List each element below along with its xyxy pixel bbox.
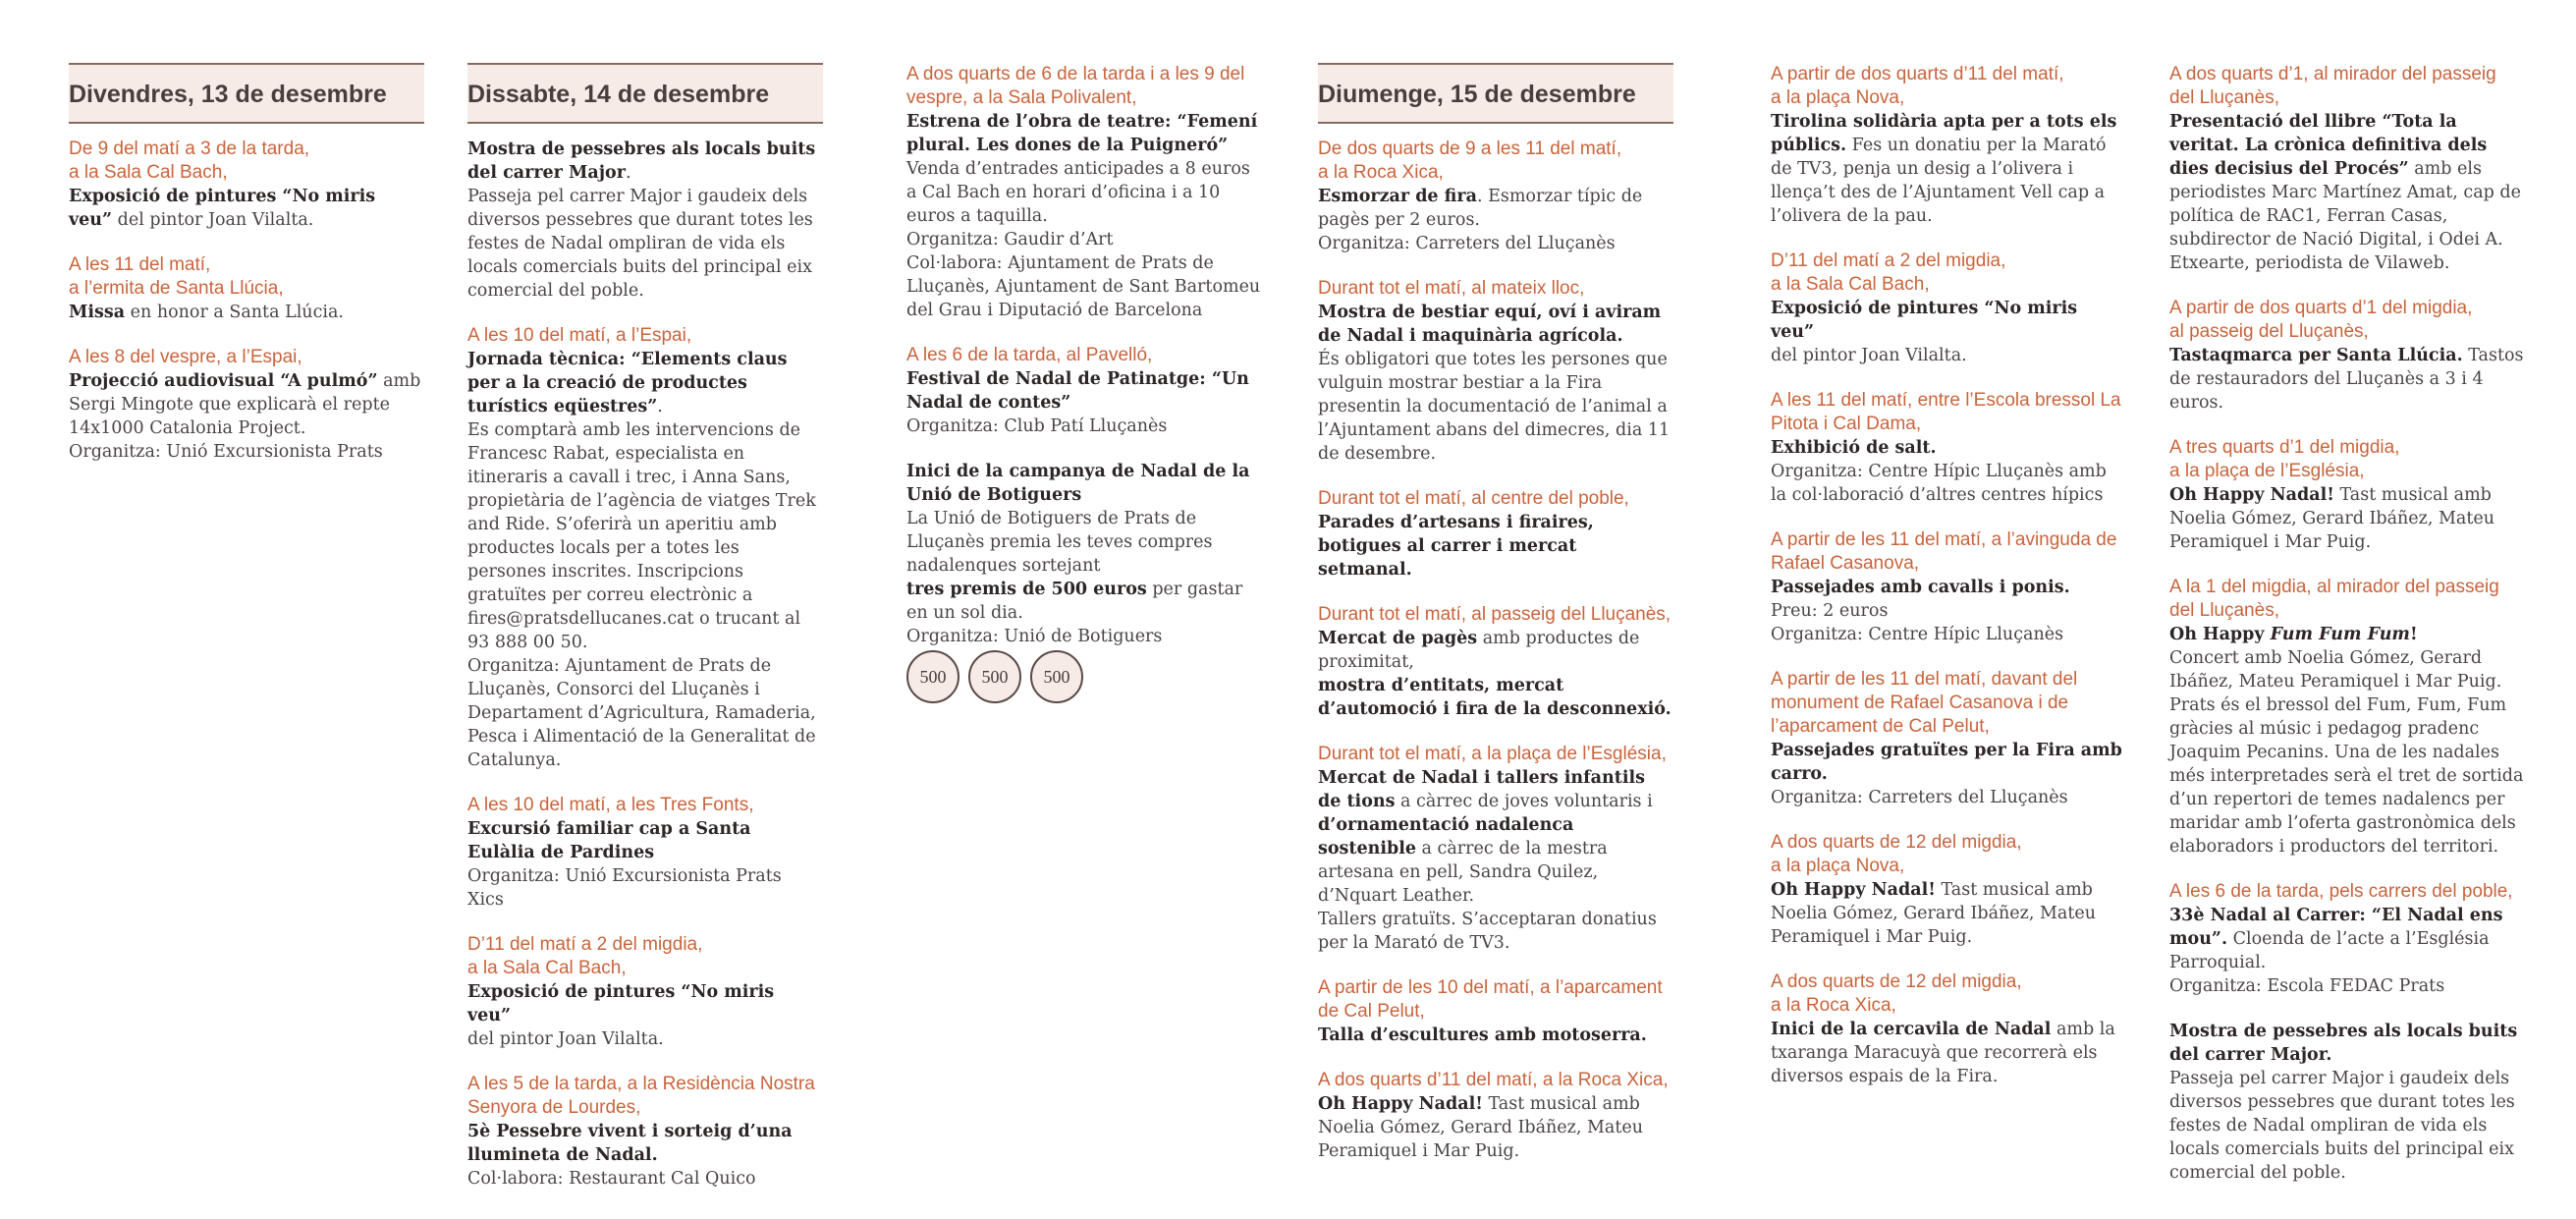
column-saturday-continued xyxy=(906,63,1262,725)
event-description xyxy=(1318,766,1673,813)
event-time-place: De 9 del matí a 3 de la tarda, a la Sala Cal Bach, xyxy=(69,139,310,183)
prize-coin: 500 xyxy=(906,650,959,703)
event-item xyxy=(906,344,1262,438)
event-title: Exposició de pintures “No miris veu” xyxy=(1771,299,2078,342)
event-title: Inici de la campanya de Nadal de la Unió de Botiguers xyxy=(906,462,1250,505)
event-details: És obligatori que totes les persones que vulguin mostrar bestiar a la Fira presentin la documentació de l’animal a l’Ajuntament abans del dimecres, dia 11 de desembre. xyxy=(1318,350,1671,464)
event-list xyxy=(2169,880,2525,1185)
day-heading-friday: Divendres, 13 de desembre xyxy=(69,63,424,124)
event-title: Projecció audiovisual “A pulmó” xyxy=(69,371,378,391)
event-item xyxy=(1771,970,2126,1088)
event-description xyxy=(906,110,1262,322)
event-title: Oh Happy Nadal! xyxy=(2169,485,2334,505)
column-friday xyxy=(69,63,424,485)
event-item xyxy=(1771,831,2126,949)
event-item xyxy=(69,346,424,464)
column-sunday-2 xyxy=(1771,63,2126,1110)
event-time-place: De dos quarts de 9 a les 11 del matí, a la Roca Xica, xyxy=(1318,139,1622,183)
event-item xyxy=(1771,249,2126,367)
event-time-place: D’11 del matí a 2 del migdia, a la Sala Cal Bach, xyxy=(1771,250,2006,295)
event-title: Tastaqmarca per Santa Llúcia. xyxy=(2169,346,2463,365)
prize-coins xyxy=(906,650,1262,703)
event-description xyxy=(1771,878,2126,949)
event-item xyxy=(467,794,823,912)
event-list xyxy=(1771,63,2126,1088)
event-item xyxy=(2169,297,2525,415)
event-item xyxy=(2169,63,2525,275)
event-item xyxy=(1318,487,1673,582)
mercat-continued: mostra d’entitats, mercat d’automoció i fira de la desconnexió. xyxy=(1318,676,1672,719)
event-details: La Unió de Botiguers de Prats de Lluçanès premia les teves compres nadalenques sortejant xyxy=(906,509,1213,576)
event-item xyxy=(2169,880,2525,998)
event-time-place: A les 6 de la tarda, al Pavelló, xyxy=(906,345,1153,365)
event-title: Festival de Nadal de Patinatge: “Un Nadal de contes” xyxy=(906,369,1249,413)
botiguers-prize: tres premis de 500 euros per gastar en un sol dia. Organitza: Unió de Botiguers 500 500 500 xyxy=(906,578,1262,703)
event-details: Col·labora: Restaurant Cal Quico xyxy=(467,1169,756,1189)
event-description xyxy=(2169,1020,2525,1185)
event-item xyxy=(467,1073,823,1191)
event-description xyxy=(1318,185,1673,255)
event-description xyxy=(2169,110,2525,275)
event-list xyxy=(1318,743,1673,813)
column-saturday xyxy=(467,63,823,1212)
event-title: Talla d’escultures amb motoserra. xyxy=(1318,1025,1647,1045)
event-list xyxy=(467,138,823,1191)
event-details: Venda d’entrades anticipades a 8 euros a Cal Bach en horari d’oficina i a 10 euros a taquilla. Organitza: Gaudir d’Art Col·labora: Ajuntament de Prats de Lluçanès, Ajuntament de Sant Bartomeu del Grau i Diputació de Barcelona xyxy=(906,159,1261,320)
event-item xyxy=(1771,668,2126,809)
event-details: del pintor Joan Vilalta. xyxy=(112,210,314,230)
event-title: Presentació del llibre “Tota la veritat. La crònica definitiva dels dies decisius del Procés” xyxy=(2169,112,2488,179)
event-item xyxy=(906,63,1262,322)
event-title: Mostra de bestiar equí, oví i aviram de Nadal i maquinària agrícola. xyxy=(1318,303,1662,346)
event-title: Tirolina solidària apta per a tots els públics. xyxy=(1771,112,2117,155)
event-list xyxy=(1318,976,1673,1163)
event-details: . Esmorzar típic de pagès per 2 euros. Organitza: Carreters del Lluçanès xyxy=(1318,187,1643,253)
event-description xyxy=(1318,511,1673,582)
event-item xyxy=(1318,138,1673,255)
event-description xyxy=(906,460,1262,578)
event-list xyxy=(69,138,424,464)
event-item xyxy=(1771,63,2126,228)
event-item xyxy=(1318,277,1673,466)
event-details: Tastos de restauradors del Lluçanès a 3 i 4 euros. xyxy=(2169,346,2524,413)
event-time-place: Durant tot el matí, al centre del poble, xyxy=(1318,488,1629,509)
event-title: Estrena de l’obra de teatre: “Femení plural. Les dones de la Puigneró” xyxy=(906,112,1258,155)
event-details: . Passeja pel carrer Major i gaudeix dels diversos pessebres que durant totes les festes de Nadal ompliran de vida els locals comercials buits del principal eix comercial del poble. xyxy=(467,163,813,301)
event-time-place: Durant tot el matí, al passeig del Lluçanès, xyxy=(1318,604,1672,625)
event-title: Oh Happy Nadal! xyxy=(1771,880,1936,900)
event-description xyxy=(467,817,823,912)
event-details: del pintor Joan Vilalta. xyxy=(1771,346,1967,365)
event-details: Organitza: Centre Hípic Lluçanès amb la col·laboració d’altres centres hípics xyxy=(1771,462,2107,505)
event-time-place: A tres quarts d’1 del migdia, a la plaça de l’Església, xyxy=(2169,437,2400,481)
event-title: Exposició de pintures “No miris veu” xyxy=(69,187,376,230)
day-heading-saturday: Dissabte, 14 de desembre xyxy=(467,63,823,124)
day-heading-sunday: Diumenge, 15 de desembre xyxy=(1318,63,1673,124)
event-item xyxy=(467,324,823,772)
event-details: amb Sergi Mingote que explicarà el repte 14x1000 Catalonia Project. Organitza: Unió Excursionista Prats xyxy=(69,371,421,462)
event-title: Mercat de pagès xyxy=(1318,629,1478,648)
event-details: Passeja pel carrer Major i gaudeix dels diversos pessebres que durant totes les festes de Nadal ompliran de vida els locals comercials buits del principal eix comercial del poble. xyxy=(2169,1069,2515,1183)
event-time-place: A dos quarts de 6 de la tarda i a les 9 del vespre, a la Sala Polivalent, xyxy=(906,64,1245,108)
event-details: del pintor Joan Vilalta. xyxy=(467,1029,664,1049)
event-details: amb els periodistes Marc Martínez Amat, cap de política de RAC1, Ferran Casas, subdirector de Nació Digital, i Odei A. Etxearte, periodista de Vilaweb. xyxy=(2169,159,2521,273)
event-title: Excursió familiar cap a Santa Eulàlia de Pardines xyxy=(467,819,751,862)
event-time-place: A partir de les 11 del matí, davant del monument de Rafael Casanova i de l’aparcament de Cal Pelut, xyxy=(1771,669,2078,737)
event-title: Passejades gratuïtes per la Fira amb carro. xyxy=(1771,741,2122,784)
event-description xyxy=(1771,110,2126,228)
event-description xyxy=(467,138,823,303)
event-description xyxy=(1318,627,1673,674)
event-description xyxy=(1771,576,2126,646)
event-details: a càrrec de joves voluntaris i xyxy=(1395,792,1653,811)
event-description xyxy=(1771,1018,2126,1088)
event-details: Fes un donatiu per la Marató de TV3, penja un desig a l’olivera i llença’t des de l’Ajuntament Vell cap a l’olivera de la pau. xyxy=(1771,136,2107,226)
event-details: en honor a Santa Llúcia. xyxy=(125,303,344,322)
event-time-place: A les 10 del matí, a les Tres Fonts, xyxy=(467,795,754,815)
event-description xyxy=(1771,436,2126,507)
event-description xyxy=(467,348,823,772)
event-list xyxy=(906,63,1262,578)
event-time-place: A les 11 del matí, a l’ermita de Santa Llúcia, xyxy=(69,254,284,299)
event-item xyxy=(906,460,1262,578)
event-description xyxy=(69,301,424,324)
event-time-place: A les 5 de la tarda, a la Residència Nostra Senyora de Lourdes, xyxy=(467,1074,815,1118)
event-time-place: A dos quarts de 12 del migdia, a la Roca Xica, xyxy=(1771,971,2022,1016)
event-description xyxy=(1318,1024,1673,1047)
event-time-place: A dos quarts d’11 del matí, a la Roca Xica, xyxy=(1318,1070,1669,1090)
event-details: Organitza: Carreters del Lluçanès xyxy=(1771,788,2068,807)
event-details: Tast musical amb Noelia Gómez, Gerard Ibáñez, Mateu Peramiquel i Mar Puig. xyxy=(1771,880,2097,947)
event-list xyxy=(1318,138,1673,674)
event-description xyxy=(1318,1092,1673,1163)
event-time-place: A les 8 del vespre, a l’Espai, xyxy=(69,347,302,367)
event-title: Missa xyxy=(69,303,126,322)
event-title: Mercat de Nadal i tallers infantils de tions xyxy=(1318,768,1645,811)
event-title: Mostra de pessebres als locals buits del carrer Major. xyxy=(2169,1022,2518,1065)
event-item xyxy=(1318,1069,1673,1163)
event-details: Cloenda de l’acte a l’Església Parroquial. Organitza: Escola FEDAC Prats xyxy=(2169,929,2490,996)
event-item xyxy=(1771,389,2126,507)
event-time-place: A dos quarts d’1, al mirador del passeig del Lluçanès, xyxy=(2169,64,2496,108)
event-details: Preu: 2 euros Organitza: Centre Hípic Lluçanès xyxy=(1771,601,2064,644)
event-title: 33è Nadal al Carrer: “El Nadal ens mou”. xyxy=(2169,906,2503,949)
event-time-place: A partir de les 10 del matí, a l’aparcament de Cal Pelut, xyxy=(1318,977,1663,1022)
event-description xyxy=(467,980,823,1051)
event-description xyxy=(69,185,424,232)
event-item xyxy=(1318,976,1673,1047)
column-sunday-3 xyxy=(2169,63,2525,1206)
event-time-place: D’11 del matí a 2 del migdia, a la Sala Cal Bach, xyxy=(467,934,703,978)
event-title: 5è Pessebre vivent i sorteig d’una llumineta de Nadal. xyxy=(467,1122,793,1165)
event-item xyxy=(1318,603,1673,674)
event-description xyxy=(2169,483,2525,554)
event-item xyxy=(2169,1020,2525,1185)
event-item xyxy=(69,138,424,232)
event-time-place: A les 10 del matí, a l’Espai, xyxy=(467,325,692,346)
event-details: amb la txaranga Maracuyà que recorrerà els diversos espais de la Fira. xyxy=(1771,1020,2115,1086)
event-item: A la 1 del migdia, al mirador del passeig del Lluçanès, Oh Happy Fum Fum Fum! Concert amb Noelia Gómez, Gerard Ibáñez, Mateu Peramiquel i Mar Puig. Prats és el bressol del Fum, Fum, Fum gràcies al músic i pedagog pradenc Joaquim Pecanins. Una de les nadales més interpretades serà el tret de sortida d’un repertori de temes nadalencs per maridar amb l’oferta gastronòmica dels elaboradors i productors del territori. xyxy=(2169,577,2524,857)
event-title: Exposició de pintures “No miris veu” xyxy=(467,982,775,1025)
event-time-place: A partir de les 11 del matí, a l’avinguda de Rafael Casanova, xyxy=(1771,529,2117,574)
event-time-place: A dos quarts de 12 del migdia, a la plaça Nova, xyxy=(1771,832,2022,876)
event-title: Mostra de pessebres als locals buits del carrer Major xyxy=(467,139,816,183)
event-title: Exhibició de salt. xyxy=(1771,438,1937,458)
event-description xyxy=(906,367,1262,438)
event-details: Organitza: Unió Excursionista Prats Xics xyxy=(467,866,782,910)
event-description xyxy=(1318,301,1673,466)
event-item xyxy=(1318,743,1673,813)
prize-coin: 500 xyxy=(1030,650,1083,703)
event-time-place: A partir de dos quarts d’11 del matí, a la plaça Nova, xyxy=(1771,64,2064,108)
event-details: . Es comptarà amb les intervencions de Francesc Rabat, especialista en itineraris a cavall i trec, i Anna Sans, propietària de l’agència de viatges Trek and Ride. S’oferirà un aperitiu amb productes locals per a totes les persones inscrites. Inscripcions gratuïtes per correu electrònic a fires@pratsdellucanes.cat o trucant al 93 888 00 50. Organitza: Ajuntament de Prats de Lluçanès, Consorci del Lluçanès i Departament d’Agricultura, Ramaderia, Pesca i Alimentació de la Generalitat de Catalunya. xyxy=(467,397,816,770)
event-title: Jornada tècnica: “Elements claus per a la creació de productes turístics eqüestres” xyxy=(467,350,788,416)
event-details: Tast musical amb Noelia Gómez, Gerard Ibáñez, Mateu Peramiquel i Mar Puig. xyxy=(2169,485,2495,552)
event-item xyxy=(467,138,823,303)
tallers-continued: d’ornamentació nadalenca sostenible a càrrec de la mestra artesana en pell, Sandra Quilez, d’Nquart Leather. Tallers gratuïts. S’acceptaran donatius per la Marató de TV3. xyxy=(1318,815,1657,953)
prize-coin: 500 xyxy=(968,650,1021,703)
event-title: Inici de la cercavila de Nadal xyxy=(1771,1020,2052,1039)
event-description xyxy=(1771,297,2126,367)
event-description xyxy=(467,1120,823,1191)
event-description xyxy=(69,369,424,464)
event-title: Esmorzar de fira xyxy=(1318,187,1477,206)
event-item xyxy=(2169,436,2525,554)
event-description xyxy=(1771,739,2126,809)
event-description xyxy=(2169,904,2525,998)
event-time-place: Durant tot el matí, al mateix lloc, xyxy=(1318,278,1585,299)
event-time-place: A partir de dos quarts d’1 del migdia, al passeig del Lluçanès, xyxy=(2169,298,2473,342)
event-time-place: A les 11 del matí, entre l’Escola bressol La Pitota i Cal Dama, xyxy=(1771,390,2121,434)
event-item xyxy=(467,933,823,1051)
event-title: Oh Happy Nadal! xyxy=(1318,1094,1483,1114)
event-title: Passejades amb cavalls i ponis. xyxy=(1771,578,2070,597)
event-time-place: Durant tot el matí, a la plaça de l’Església, xyxy=(1318,744,1667,764)
event-details: Tast musical amb Noelia Gómez, Gerard Ibáñez, Mateu Peramiquel i Mar Puig. xyxy=(1318,1094,1644,1161)
event-list xyxy=(2169,63,2525,554)
event-title: Parades d’artesans i firaires, botigues al carrer i mercat setmanal. xyxy=(1318,513,1594,580)
event-description xyxy=(2169,344,2525,415)
event-details: Organitza: Club Patí Lluçanès xyxy=(906,416,1168,436)
column-sunday xyxy=(1318,63,1673,1185)
event-item xyxy=(1771,528,2126,646)
event-time-place: A les 6 de la tarda, pels carrers del poble, xyxy=(2169,881,2513,902)
event-details: amb productes de proximitat, xyxy=(1318,629,1640,672)
event-item xyxy=(69,253,424,324)
